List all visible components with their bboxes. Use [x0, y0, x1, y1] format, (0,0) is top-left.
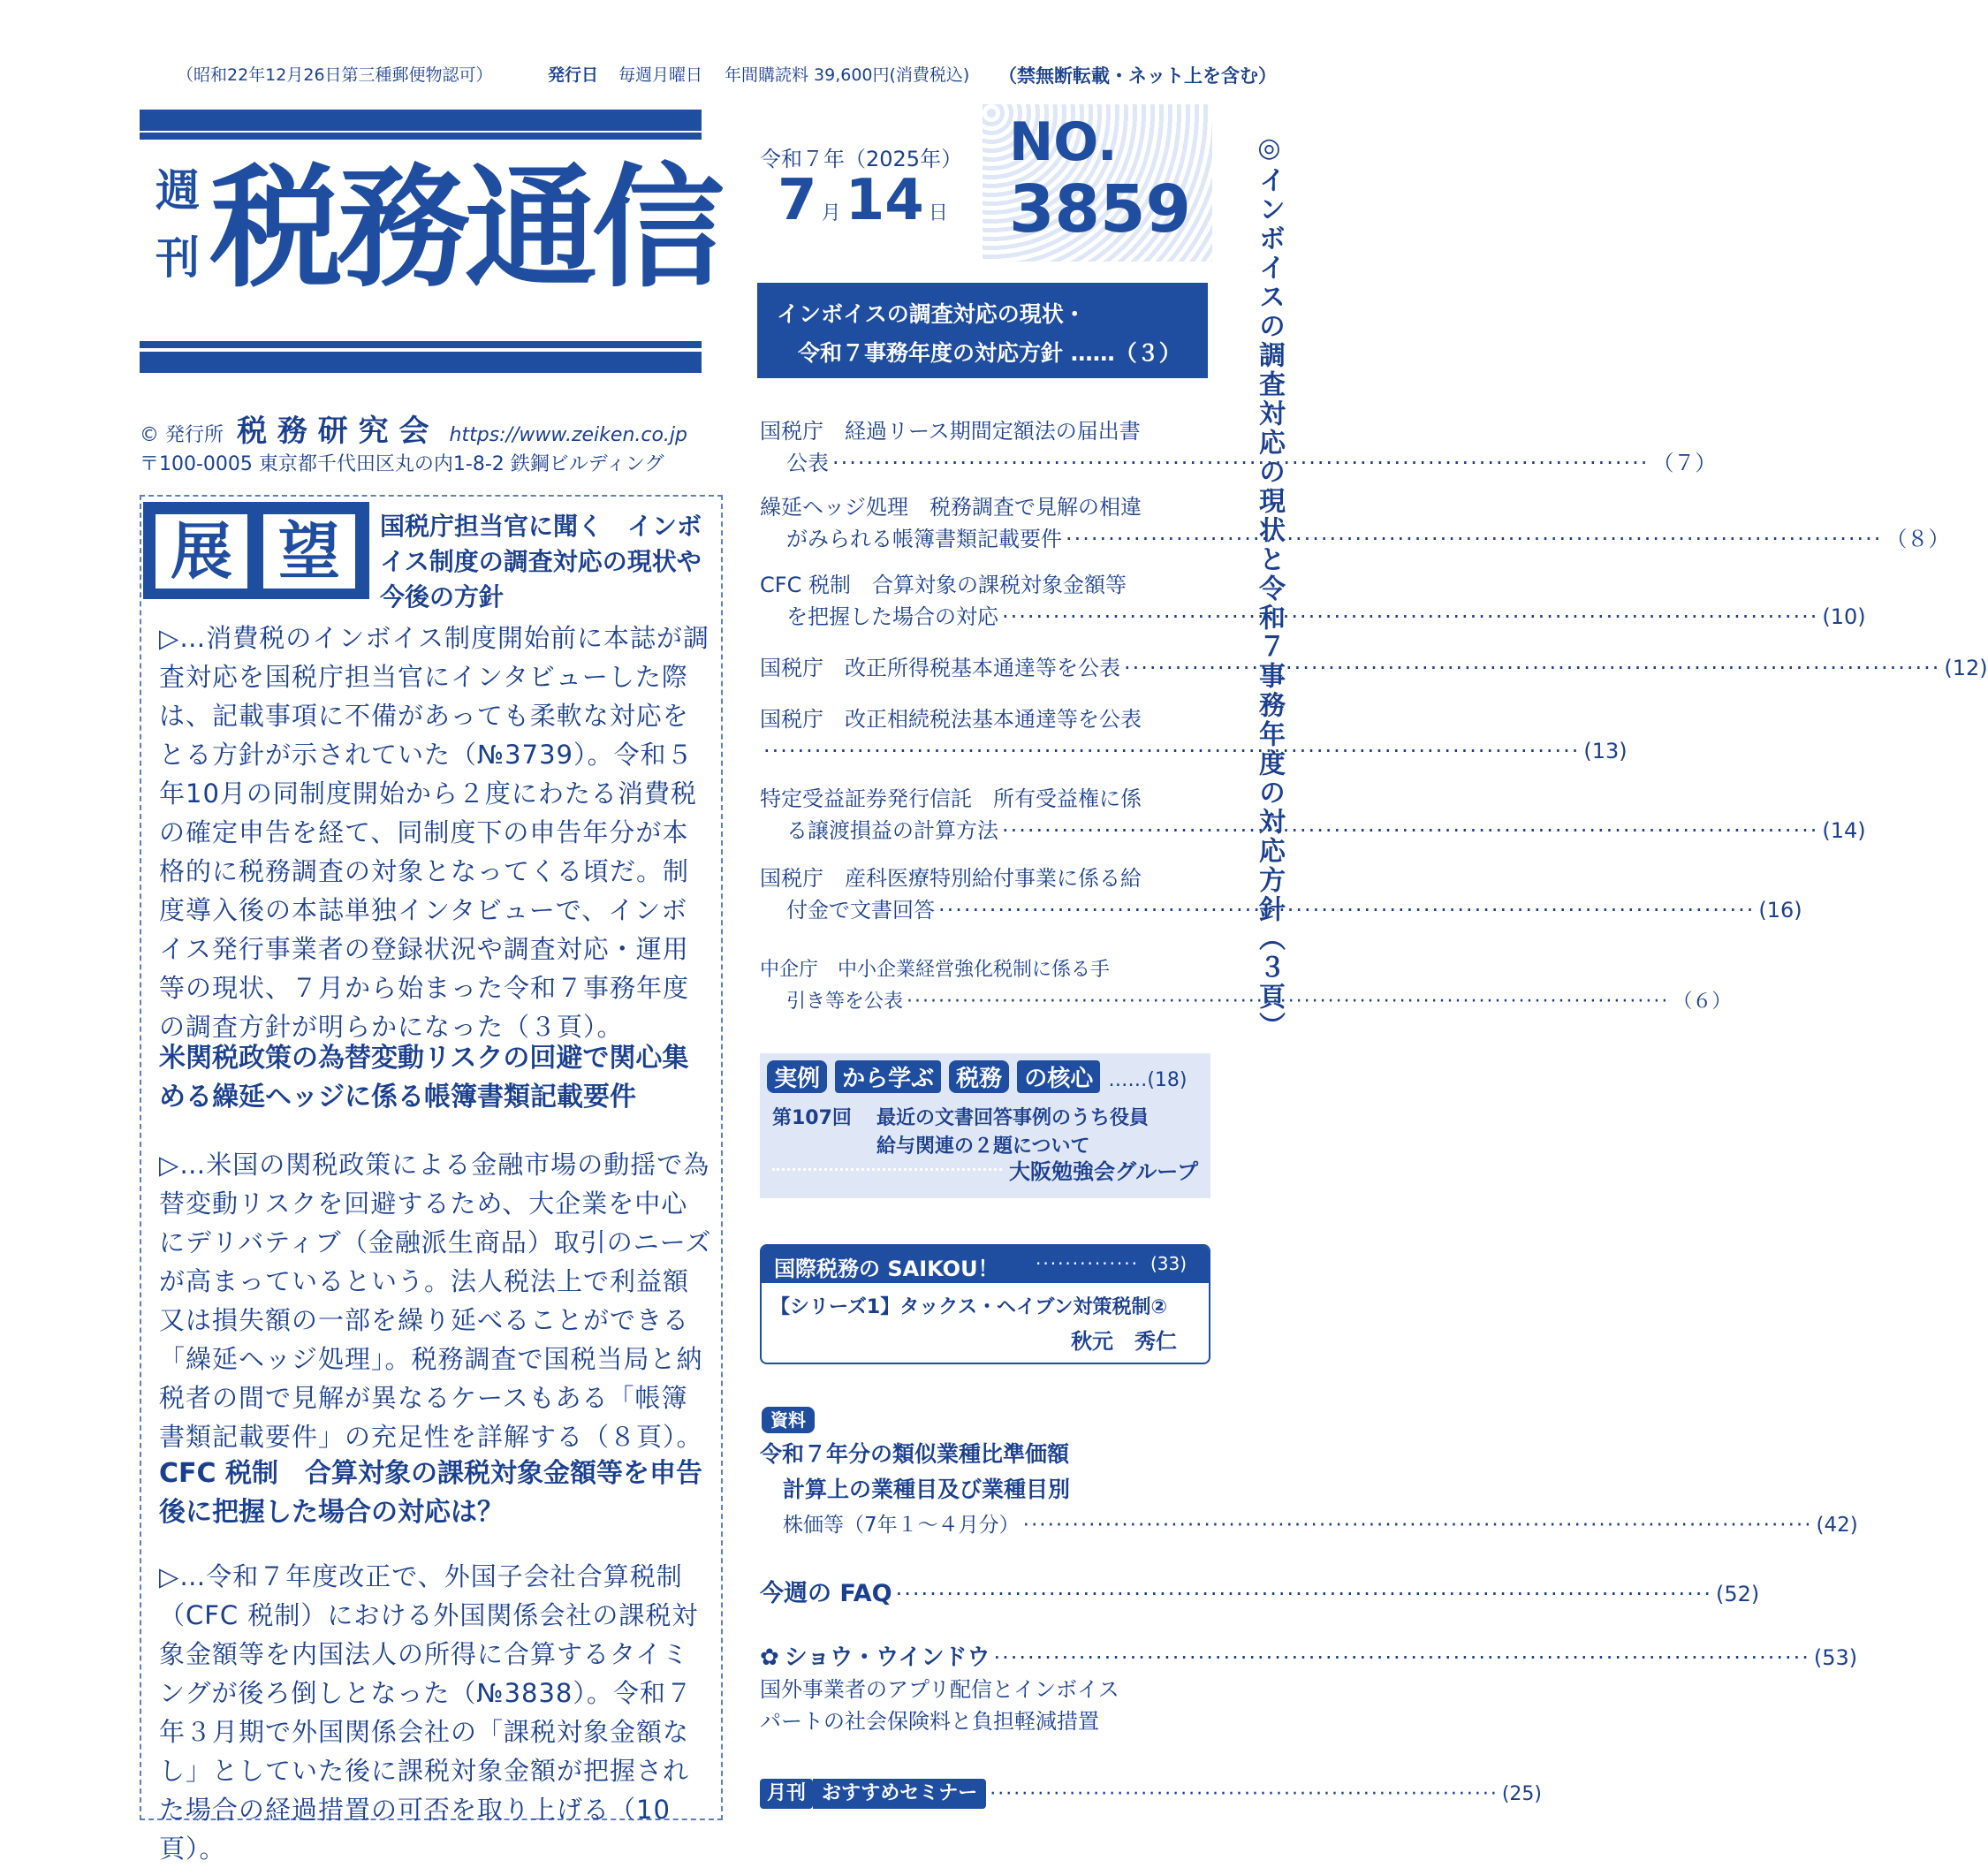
tenbo-paragraph-1: ▷…消費税のインボイス制度開始前に本誌が調査対応を国税庁担当官にインタビューした際は、記載事項に不備があっても柔軟な対応をとる方針が示されていた（№3739）。令和５年10月の同制度開始から２度にわたる消費税の確定申告を経て、同制度下の申告年分が本格的に税務調査の対象となってくる頃だ。制度導入後の本誌単独インタビューで、インボイス発行事業者の登録状況や調査対応・運用等の現状、７月から始まった令和７事務年度の調査方針が明らかになった（３頁）。 [159, 623, 710, 1042]
toc-item-page: （７） [1652, 451, 1717, 475]
jirei-round: 第107回 [772, 1107, 852, 1129]
toc-item[interactable] [760, 703, 1628, 767]
toc-item-title: 中企庁 中小企業経営強化税制に係る手 [760, 959, 1111, 981]
masthead-stripe-top-thin [140, 133, 702, 140]
toc-leader [938, 894, 1755, 926]
issue-date [778, 168, 948, 233]
toc-leader [896, 1578, 1712, 1610]
jirei-tag2: 税務 [949, 1060, 1009, 1093]
shiryo-tag: 資料 [762, 1407, 815, 1433]
toc-item-page: (12) [1944, 656, 1988, 680]
vertical-feature-text: ◎インボイスの調査対応の現状と令和７事務年度の対応方針（３頁） [1254, 133, 1285, 1041]
issue-month-unit: 月 [821, 202, 841, 224]
saikou-leader: ·············· [1036, 1253, 1140, 1274]
toc-leader: ································································ [990, 1782, 1499, 1805]
publish-label: 発行日 [548, 65, 599, 85]
faq-page: (52) [1715, 1582, 1760, 1606]
masthead-stripe-bottom [140, 352, 702, 373]
toc-item-title-cont: 付金で文書回答 [786, 898, 935, 923]
rights-notice: （禁無断転載・ネット上を含む） [998, 65, 1277, 87]
toc-item-page: （８） [1886, 527, 1950, 551]
jirei-title [767, 1060, 1187, 1093]
saikou-box[interactable] [760, 1244, 1210, 1364]
tenbo-headline-2: 米関税政策の為替変動リスクの回避で関心集める繰延ヘッジに係る帳簿書類記載要件 [159, 1043, 689, 1112]
toc-item-title-cont: がみられる帳簿書類記載要件 [786, 527, 1062, 551]
tenbo-headline-3: CFC 税制 合算対象の課税対象金額等を申告後に把握した場合の対応は？ [159, 1458, 702, 1528]
toc-leader [1124, 652, 1940, 684]
toc-item-title: 国税庁 経過リース期間定額法の届出書 [760, 419, 1141, 444]
toc-item-page: （６） [1673, 991, 1732, 1013]
toc-leader [1066, 523, 1882, 555]
saikou-title: 国際税務の SAIKOU！ [774, 1257, 999, 1281]
saikou-series: 【シリーズ1】タックス・ヘイブン対策税制② [770, 1296, 1168, 1318]
toc-leader [1002, 815, 1818, 847]
toc-item-title: 繰延ヘッジ処理 税務調査で見解の相違 [760, 495, 1142, 520]
issue-day: 14 [845, 168, 924, 233]
shiryo-line2: 計算上の業種目及び業種目別 [783, 1477, 1071, 1502]
shiryo-line1: 令和７年分の類似業種比準価額 [760, 1441, 1070, 1467]
jirei-mid: から学ぶ [835, 1060, 941, 1093]
toc-item-title: 特定受益証券発行信託 所有受益権に係 [760, 786, 1142, 811]
masthead [140, 143, 720, 339]
toc-item-title: CFC 税制 合算対象の課税対象金額等 [760, 573, 1127, 597]
cover-feature-line1: インボイスの調査対応の現状・ [777, 301, 1086, 327]
tenbo-paragraph-3: ▷…令和７年度改正で、外国子会社合算税制（CFC 税制）における外国関係会社の課税対象金額等を内国法人の所得に合算するタイミングが後ろ倒しとなった（№3838）。令和７年３月期で外国関係会社の「課税対象金額なし」としていた後に課税対象金額が把握された場合の経過措置の可否を取り上げる（10頁）。 [159, 1561, 699, 1864]
toc-item-title-cont: る譲渡損益の計算方法 [786, 818, 998, 843]
shiryo-line3: 株価等（7年１～４月分） [783, 1514, 1020, 1537]
jirei-topic-1: 最近の文書回答事例のうち役員 [876, 1107, 1150, 1129]
toc-leader [832, 447, 1649, 479]
masthead-weekly-2: 刊 [156, 232, 200, 284]
publish-day: 毎週月曜日 [618, 65, 703, 85]
masthead-weekly-1: 週 [156, 165, 200, 216]
show-window-item[interactable] [760, 1642, 1858, 1737]
toc-item[interactable] [760, 783, 1866, 847]
tenbo-headline-1: 国税庁担当官に聞く インボイス制度の調査対応の現状や今後の方針 [380, 512, 702, 611]
publisher-label: © 発行所 [140, 424, 224, 446]
jirei-page: ……(18) [1108, 1069, 1187, 1091]
publisher-url[interactable]: https://www.zeiken.co.jp [449, 424, 688, 446]
show-window-label: ショウ・ウインドウ [784, 1644, 990, 1671]
jirei-tag1: 実例 [767, 1060, 827, 1093]
shiryo-page: (42) [1816, 1514, 1858, 1537]
toc-item-title-cont: 公表 [786, 451, 829, 475]
toc-item-page: (13) [1583, 739, 1628, 763]
issue-no-value: 3859 [1009, 171, 1191, 247]
permit-notice: （昭和22年12月26日第三種郵便物認可） [177, 65, 493, 85]
toc-item-page: (10) [1822, 604, 1866, 629]
show-window-page: (53) [1813, 1645, 1858, 1670]
seminar-item[interactable] [760, 1778, 1542, 1810]
toc-item-title: 国税庁 改正相続税法基本通達等を公表 [760, 707, 1142, 732]
faq-item[interactable] [760, 1578, 1760, 1610]
toc-leader [994, 1642, 1810, 1674]
tenbo-char-2: 望 [263, 514, 355, 588]
seminar-page: (25) [1501, 1782, 1542, 1805]
jirei-divider [772, 1163, 1002, 1171]
toc-item-page: (16) [1758, 898, 1802, 923]
publisher-name: 税 務 研 究 会 [237, 414, 429, 449]
tenbo-paragraph-2: ▷…米国の関税政策による金融市場の動揺で為替変動リスクを回避するため、大企業を中心にデリバティブ（金融派生商品）取引のニーズが高まっているという。法人税法上で利益額又は損失額の一部を繰り延べることができる「繰延ヘッジ処理」。税務調査で国税当局と納税者の間で見解が異なるケースもある「帳簿書類記載要件」の充足性を詳解する（８頁）。 [159, 1150, 712, 1452]
toc-item-title-cont: を把握した場合の対応 [786, 604, 998, 629]
cover-feature-line2: 令和７事務年度の対応方針 ……（３） [798, 340, 1181, 366]
toc-item-title-cont: 引き等を公表 [786, 991, 904, 1013]
toc-item-page: (14) [1822, 818, 1866, 843]
masthead-stripe-top [140, 110, 702, 131]
toc-leader [1023, 1507, 1813, 1543]
toc-item[interactable] [760, 652, 1988, 684]
seminar-tag: 月刊 [760, 1779, 813, 1809]
toc-item-title: 国税庁 産科医療特別給付事業に係る給 [760, 866, 1142, 891]
jirei-topic-2: 給与関連の２題について [876, 1135, 1090, 1158]
subscription-fee: 年間購読料 39,600円(消費税込) [725, 65, 970, 85]
cover-feature[interactable] [757, 283, 1208, 378]
toc-leader [763, 735, 1580, 767]
issue-day-unit: 日 [928, 202, 948, 224]
toc-leader [1002, 601, 1818, 633]
issue-no-label: NO. [1009, 111, 1118, 173]
issue-number-box [983, 104, 1212, 262]
seminar-label: おすすめセミナー [813, 1779, 986, 1809]
saikou-page: (33) [1150, 1253, 1187, 1274]
tenbo-badge [143, 502, 369, 599]
publisher-address: 〒100-0005 東京都千代田区丸の内1-8-2 鉄鋼ビルディング [140, 453, 664, 475]
saikou-author: 秋元 秀仁 [1071, 1329, 1177, 1354]
toc-item-title: 国税庁 改正所得税基本通達等を公表 [760, 656, 1120, 680]
publisher [140, 406, 687, 450]
flower-icon: ✿ [760, 1644, 779, 1671]
issue-era: 令和７年（2025年） [760, 147, 963, 171]
masthead-title: 税務通信 [210, 152, 720, 306]
toc-item[interactable] [760, 415, 1717, 479]
show-window-line1: 国外事業者のアプリ配信とインボイス [760, 1677, 1119, 1702]
shiryo-item[interactable] [760, 1437, 1858, 1543]
issue-month: 7 [778, 168, 817, 233]
tenbo-char-1: 展 [156, 514, 247, 588]
jirei-box[interactable] [760, 1053, 1210, 1198]
toc-item[interactable] [760, 491, 1950, 555]
toc-item[interactable] [760, 954, 1732, 1018]
jirei-author: 大阪勉強会グループ [1009, 1159, 1199, 1184]
jirei-tail: の核心 [1017, 1060, 1100, 1093]
show-window-line2: パートの社会保険料と負担軽減措置 [760, 1709, 1099, 1734]
faq-label: 今週の FAQ [760, 1580, 892, 1607]
masthead-stripe-bottom-thin [140, 341, 702, 348]
toc-item[interactable] [760, 569, 1866, 633]
toc-item[interactable] [760, 862, 1802, 926]
